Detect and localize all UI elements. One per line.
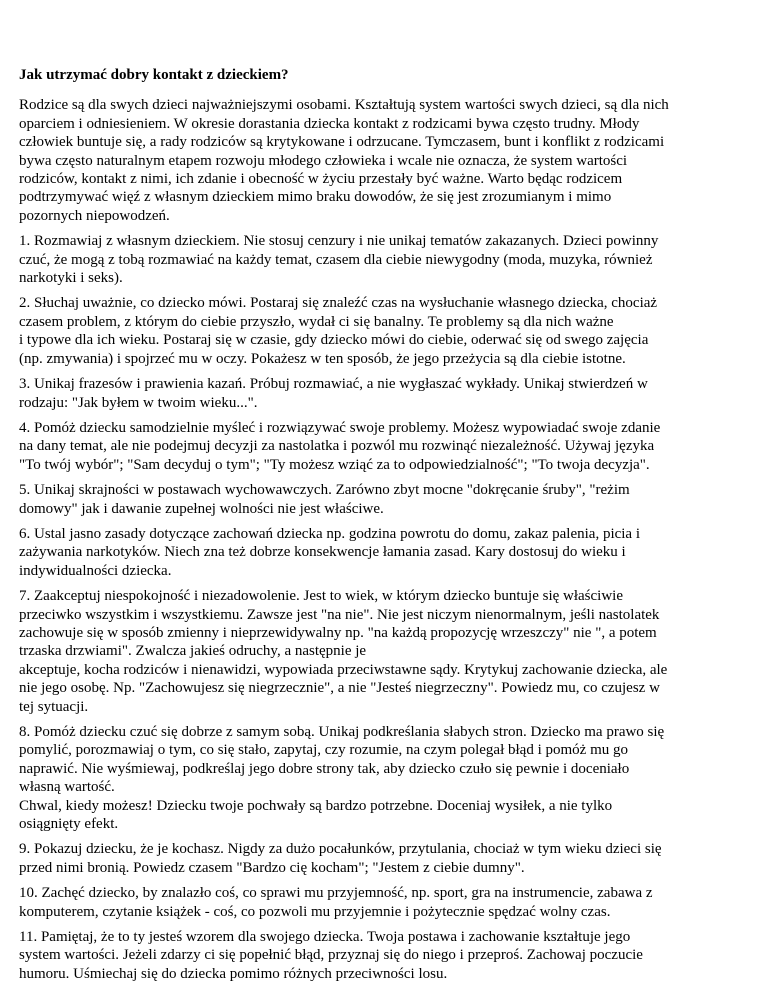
document-body	[19, 66, 731, 990]
paragraph-tip-3: 3. Unikaj frazesów i prawienia kazań. Próbuj rozmawiać, a nie wygłaszać wykłady. Unikaj stwierdzeń w rodzaju: "Jak byłem w twoim wieku...".	[19, 376, 648, 411]
paragraph-intro: Rodzice są dla swych dzieci najważniejszymi osobami. Kształtują system wartości swych dzieci, są dla nich oparciem i odniesieniem. W okresie dorastania dziecka kontakt z rodzicami bywa często trudny. Młody człowiek buntuje się, a rady rodziców są krytykowane i odrzucane. Tymczasem, bunt i konflikt z rodzicami bywa często naturalnym etapem rozwoju młodego człowieka i wcale nie oznacza, że system wartości rodziców, kontakt z nimi, ich zdanie i obecność w życiu przestały być ważne. Warto będąc rodzicem podtrzymywać więź z własnym dzieckiem mimo braku dowodów, że się jest zrozumianym i mimo pozornych niepowodzeń.	[19, 97, 669, 224]
paragraph-tip-1: 1. Rozmawiaj z własnym dzieckiem. Nie stosuj cenzury i nie unikaj tematów zakazanych. Dzieci powinny czuć, że mogą z tobą rozmawiać na każdy temat, czasem dla ciebie niewygodny (moda, muzyka, również narkotyki i seks).	[19, 233, 659, 287]
document-title: Jak utrzymać dobry kontakt z dzieckiem?	[19, 67, 289, 83]
paragraph-tip-4: 4. Pomóż dziecku samodzielnie myśleć i rozwiązywać swoje problemy. Możesz wypowiadać swoje zdanie na dany temat, ale nie podejmuj decyzji za nastolatka i pozwól mu rozwinąć niezależność. Używaj języka "To twój wybór"; "Sam decyduj o tym"; "Ty możesz wziąć za to odpowiedzialność"; "To twoja decyzja".	[19, 419, 661, 473]
paragraph-tip-11: 11. Pamiętaj, że to ty jesteś wzorem dla swojego dziecka. Twoja postawa i zachowanie kształtuje jego system wartości. Jeżeli zdarzy ci się popełnić błąd, przyznaj się do niego i przeproś. Zachowaj poczucie humoru. Uśmiechaj się do dziecka pomimo różnych przeciwności losu.	[19, 929, 643, 982]
paragraph-tip-7: 7. Zaakceptuj niespokojność i niezadowolenie. Jest to wiek, w którym dziecko buntuje się właściwie przeciwko wszystkim i wszystkiemu. Zawsze jest "na nie". Nie jest niczym nienormalnym, jeśli nastolatek zachowuje się w sposób zmienny i nieprzewidywalny np. "na każdą propozycję wrzeszczy" nie ", a potem trzaska drzwiami". Zwalcza jakieś odruchy, a następnie je akceptuje, kocha rodziców i nienawidzi, wypowiada przeciwstawne sądy. Krytykuj zachowanie dziecka, ale nie jego osobę. Np. "Zachowujesz się niegrzecznie", a nie "Jesteś niegrzeczny". Powiedz mu, co czujesz w tej sytuacji.	[19, 588, 668, 715]
paragraph-tip-10: 10. Zachęć dziecko, by znalazło coś, co sprawi mu przyjemność, np. sport, gra na instrumencie, zabawa z komputerem, czytanie książek - coś, co pozwoli mu przyjemnie i pożytecznie spędzać wolny czas.	[19, 885, 653, 920]
paragraph-tip-5: 5. Unikaj skrajności w postawach wychowawczych. Zarówno zbyt mocne "dokręcanie śruby", "reżim domowy" jak i dawanie zupełnej wolności nie jest właściwe.	[19, 482, 630, 517]
paragraph-tip-8: 8. Pomóż dziecku czuć się dobrze z samym sobą. Unikaj podkreślania słabych stron. Dziecko ma prawo się pomylić, porozmawiaj o tym, co się stało, zapytaj, czy rozumie, na czym polegał błąd i pomóż mu go naprawić. Nie wyśmiewaj, podkreślaj jego dobre strony tak, aby dziecko czuło się pewnie i doceniało własną wartość. Chwal, kiedy możesz! Dziecku twoje pochwały są bardzo potrzebne. Doceniaj wysiłek, a nie tylko osiągnięty efekt.	[19, 724, 665, 833]
paragraph-tip-6: 6. Ustal jasno zasady dotyczące zachowań dziecka np. godzina powrotu do domu, zakaz palenia, picia i zażywania narkotyków. Niech zna też dobrze konsekwencje łamania zasad. Kary dostosuj do wieku i indywidualności dziecka.	[19, 525, 641, 579]
paragraph-tip-9: 9. Pokazuj dziecku, że je kochasz. Nigdy za dużo pocałunków, przytulania, chociaż w tym wieku dzieci się przed nimi bronią. Powiedz czasem "Bardzo cię kocham"; "Jestem z ciebie dumny".	[19, 841, 662, 876]
paragraph-tip-2: 2. Słuchaj uważnie, co dziecko mówi. Postaraj się znaleźć czas na wysłuchanie własnego dziecka, chociaż czasem problem, z którym do ciebie przyszło, wydał ci się banalny. Te problemy są dla nich ważne i typowe dla ich wieku. Postaraj się w czasie, gdy dziecko mówi do ciebie, oderwać się od swego zajęcia (np. zmywania) i spojrzeć mu w oczy. Pokażesz w ten sposób, że jego przeżycia są dla ciebie istotne.	[19, 295, 658, 367]
